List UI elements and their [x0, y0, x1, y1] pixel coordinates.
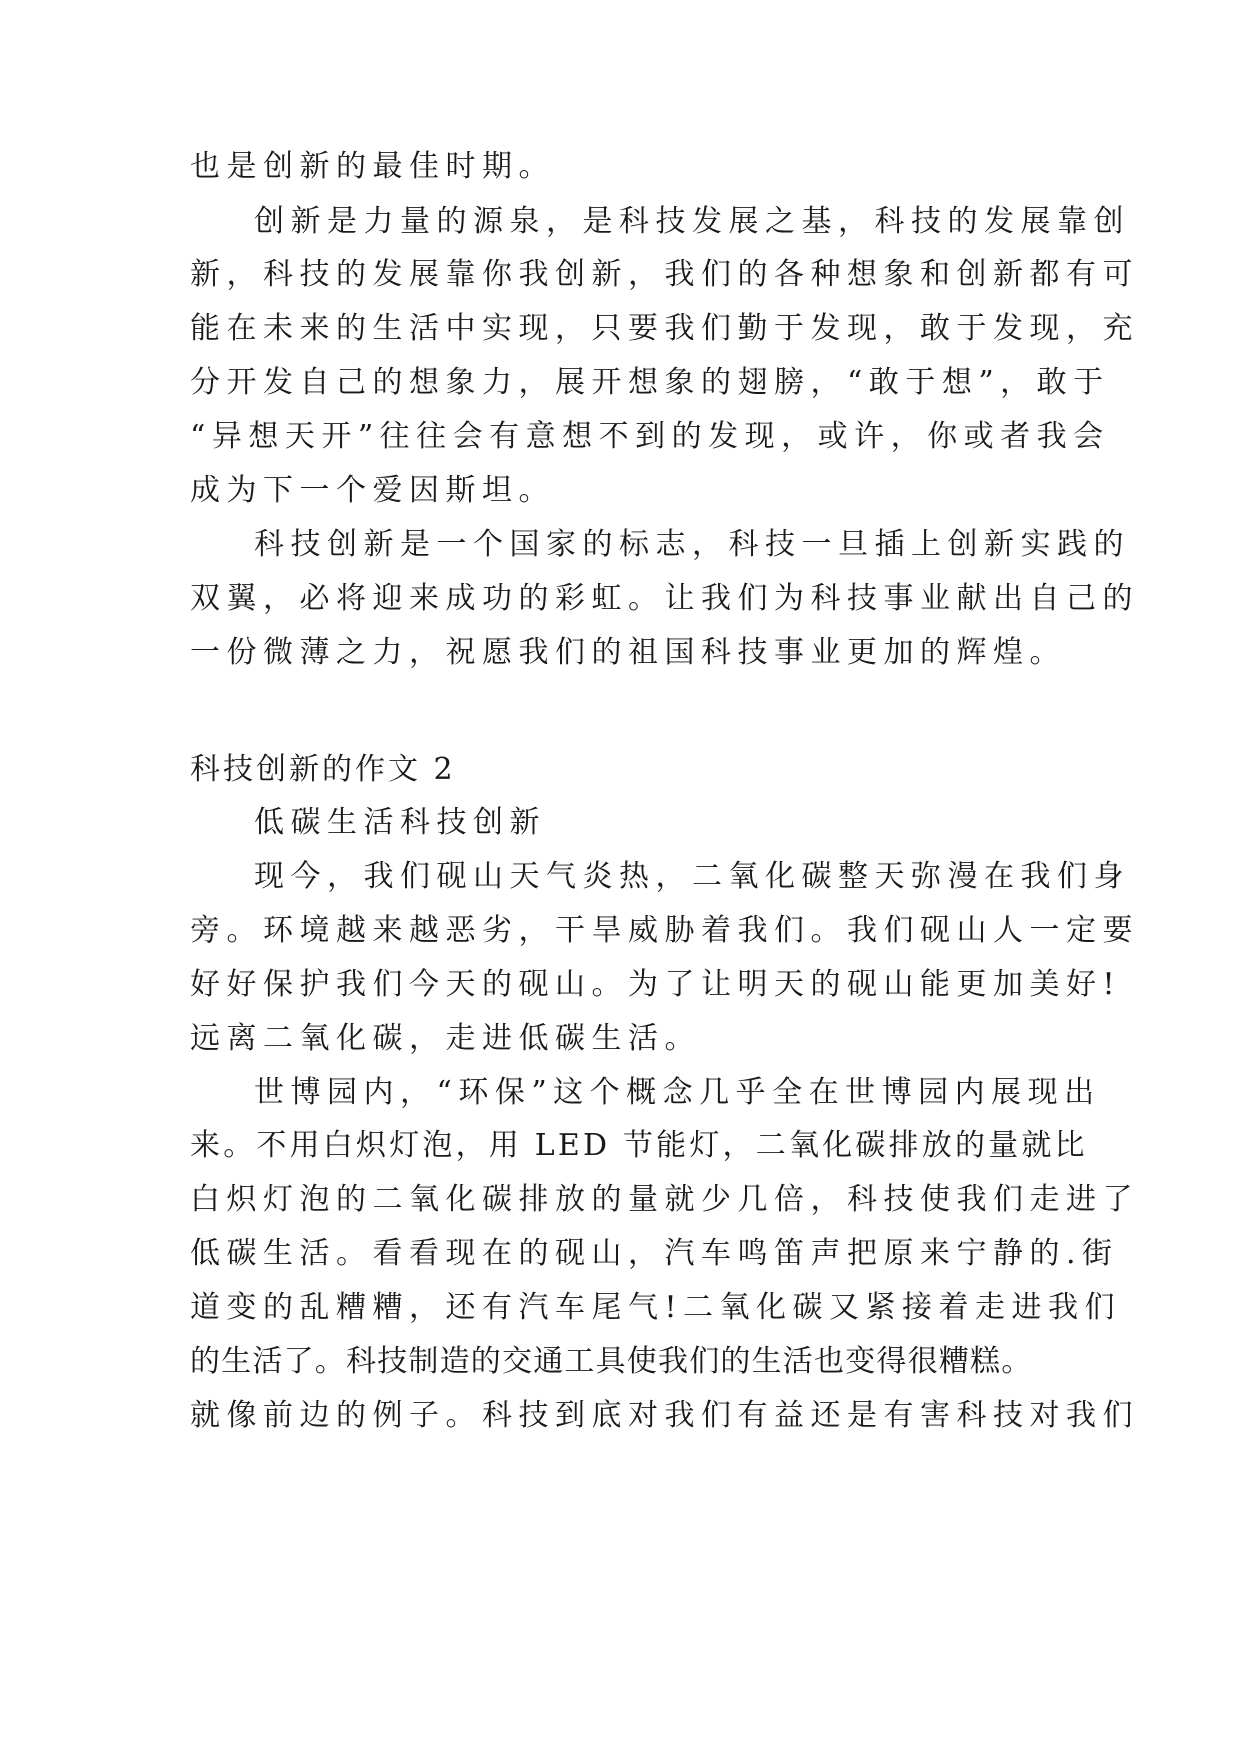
text-line: 双翼，必将迎来成功的彩虹。让我们为科技事业献出自己的 [190, 581, 1139, 616]
section-heading: 科技创新的作文 2 [190, 752, 456, 787]
text-line: 能在未来的生活中实现，只要我们勤于发现，敢于发现，充 [190, 311, 1139, 346]
text-line: 的生活了。科技制造的交通工具使我们的生活也变得很糟糕。 [190, 1344, 1033, 1379]
text-line: “异想天开”往往会有意想不到的发现，或许，你或者我会 [190, 419, 1110, 454]
text-line: 分开发自己的想象力，展开想象的翅膀，“敢于想”，敢于 [190, 365, 1110, 400]
paragraph-first-line: 科技创新是一个国家的标志，科技一旦插上创新实践的 [254, 527, 1130, 562]
text-line: 白炽灯泡的二氧化碳排放的量就少几倍，科技使我们走进了 [190, 1182, 1139, 1217]
paragraph-first-line: 世博园内，“环保”这个概念几乎全在世博园内展现出 [254, 1075, 1101, 1110]
essay-title: 低碳生活科技创新 [254, 805, 546, 840]
text-line: 一份微薄之力，祝愿我们的祖国科技事业更加的辉煌。 [190, 635, 1066, 670]
text-line: 来。不用白炽灯泡，用 LED 节能灯，二氧化碳排放的量就比 [190, 1128, 1088, 1163]
text-line: 就像前边的例子。科技到底对我们有益还是有害科技对我们 [190, 1398, 1139, 1433]
text-line: 新，科技的发展靠你我创新，我们的各种想象和创新都有可 [190, 257, 1139, 292]
text-line: 好好保护我们今天的砚山。为了让明天的砚山能更加美好! [190, 967, 1122, 1002]
text-line: 道变的乱糟糟，还有汽车尾气!二氧化碳又紧接着走进我们 [190, 1290, 1122, 1325]
text-line: 远离二氧化碳，走进低碳生活。 [190, 1021, 701, 1056]
paragraph-first-line: 现今，我们砚山天气炎热，二氧化碳整天弥漫在我们身 [254, 859, 1130, 894]
text-line: 旁。环境越来越恶劣，干旱威胁着我们。我们砚山人一定要 [190, 913, 1139, 948]
paragraph-first-line: 创新是力量的源泉，是科技发展之基，科技的发展靠创 [254, 204, 1130, 239]
text-line: 成为下一个爱因斯坦。 [190, 473, 555, 508]
text-line: 也是创新的最佳时期。 [190, 149, 555, 184]
text-line: 低碳生活。看看现在的砚山，汽车鸣笛声把原来宁静的.街 [190, 1236, 1119, 1271]
